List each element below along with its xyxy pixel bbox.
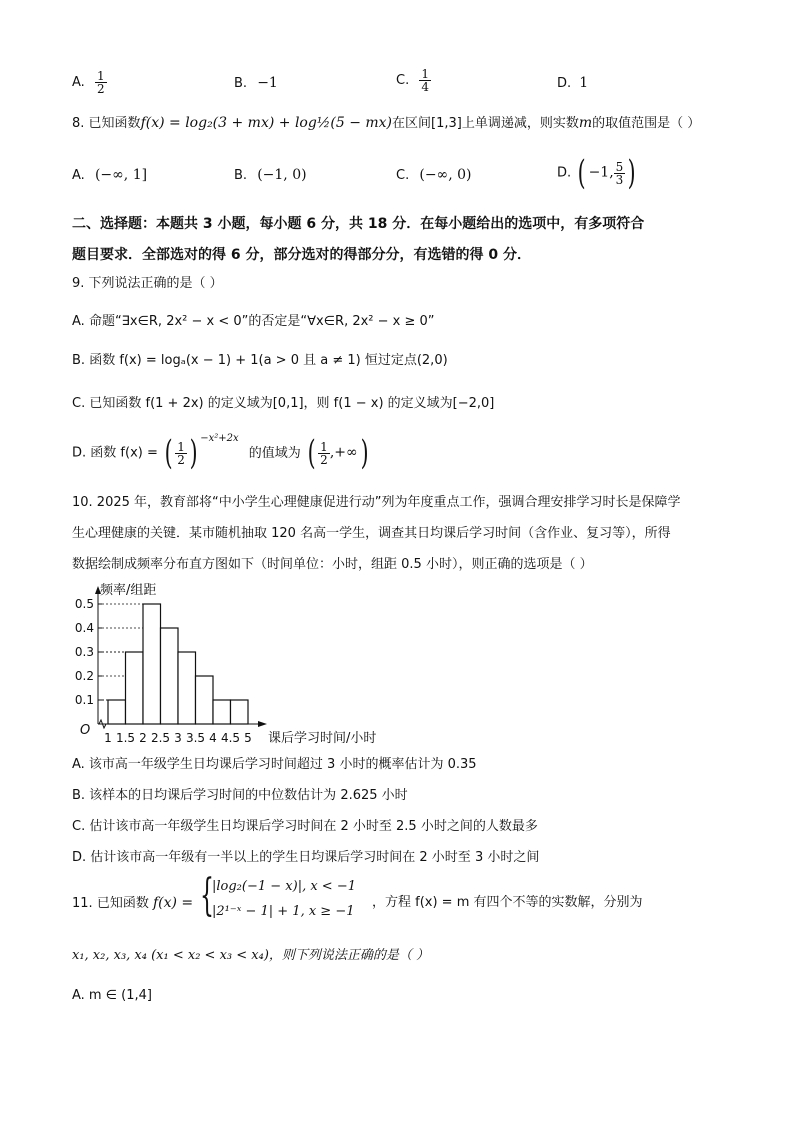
q11-stem-pre: 11. 已知函数 f(x) = bbox=[72, 895, 194, 911]
section2-heading-line2: 题目要求．全部选对的得 6 分，部分选对的得部分分，有选错的得 0 分． bbox=[72, 247, 531, 263]
histogram-bar bbox=[231, 700, 249, 724]
q10-option-d: D. 估计该市高一年级有一半以上的学生日均课后学习时间在 2 小时至 3 小时之间 bbox=[72, 850, 540, 865]
x-tick-label: 5 bbox=[244, 731, 252, 745]
q10-option-a: A. 该市高一年级学生日均课后学习时间超过 3 小时的概率估计为 0.35 bbox=[72, 757, 477, 772]
y-tick-label: 0.3 bbox=[74, 645, 94, 659]
q8-stem: 8. 已知函数f(x) = log₂(3 + mx) + log½(5 − mx)在区间[1,3]上单调递减，则实数m的取值范围是（ ） bbox=[72, 115, 701, 131]
q11-stem-post: ，方程 f(x) = m 有四个不等的实数解，分别为 bbox=[372, 895, 643, 910]
histogram-bar bbox=[161, 628, 179, 724]
histogram-bar bbox=[108, 700, 126, 724]
histogram-bar bbox=[126, 652, 144, 724]
q11-option-a: A. m ∈ (1,4] bbox=[72, 988, 152, 1003]
y-tick-label: 0.4 bbox=[74, 621, 94, 635]
x-tick-label: 1.5 bbox=[115, 731, 136, 745]
y-tick-label: 0.2 bbox=[74, 669, 94, 683]
section2-heading-line1: 二、选择题：本题共 3 小题，每小题 6 分，共 18 分．在每小题给出的选项中，有多项符合 bbox=[72, 216, 645, 232]
q9-option-c: C. 已知函数 f(1 + 2x) 的定义域为[0,1]，则 f(1 − x) 的定义域为[−2,0] bbox=[72, 396, 495, 411]
q7-option-b: B. −1 bbox=[234, 75, 278, 91]
q8-option-c: C. (−∞, 0) bbox=[396, 167, 472, 183]
q10-stem-line1: 10. 2025 年，教育部将“中小学生心理健康促进行动”列为年度重点工作，强调合理安排学习时长是保障学 bbox=[72, 495, 681, 510]
q11-case2: |2¹⁻ˣ − 1| + 1, x ≥ −1 bbox=[212, 904, 355, 919]
histogram-bar bbox=[178, 652, 196, 724]
q7-option-d: D. 1 bbox=[557, 75, 589, 91]
q7-option-a: A. $\frac{1}{2}$ bbox=[72, 69, 105, 96]
histogram-bar bbox=[196, 676, 214, 724]
x-tick-label: 2 bbox=[139, 731, 147, 745]
histogram-bar bbox=[213, 700, 231, 724]
y-tick-label: 0.1 bbox=[74, 693, 94, 707]
y-tick-label: 0.5 bbox=[74, 597, 94, 611]
histogram-bar bbox=[143, 604, 161, 724]
q11-stem-line2: x₁, x₂, x₃, x₄ (x₁ < x₂ < x₃ < x₄)，则下列说法正确的是（ ） bbox=[72, 948, 430, 963]
y-axis-label: 频率/组距 bbox=[100, 583, 157, 598]
q9-stem: 9. 下列说法正确的是（ ） bbox=[72, 276, 223, 291]
q9-option-a: A. 命题“∃x∈R, 2x² − x < 0”的否定是“∀x∈R, 2x² − x ≥ 0” bbox=[72, 314, 435, 329]
x-tick-label: 4.5 bbox=[220, 731, 241, 745]
q7-option-c: C. $\frac{1}{4}$ bbox=[396, 67, 429, 94]
q11-case1: |log₂(−1 − x)|, x < −1 bbox=[212, 879, 356, 894]
x-tick-label: 4 bbox=[209, 731, 217, 745]
q9-option-d: D. 函数 f(x) = ( $\frac{1}{2}$ ) $^{-x^2+2x}$ 的值域为 ( $\frac{1}{2}$ ,+∞) bbox=[72, 433, 369, 473]
x-tick-label: 3.5 bbox=[185, 731, 206, 745]
frequency-histogram bbox=[70, 578, 390, 750]
x-axis-label: 课后学习时间/小时 bbox=[268, 731, 377, 746]
x-tick-label: 3 bbox=[174, 731, 182, 745]
q8-option-a: A. (−∞, 1] bbox=[72, 167, 148, 183]
x-tick-label: 1 bbox=[104, 731, 112, 745]
q10-stem-line3: 数据绘制成频率分布直方图如下（时间单位：小时，组距 0.5 小时），则正确的选项是（ ） bbox=[72, 557, 593, 572]
q10-option-c: C. 估计该市高一年级学生日均课后学习时间在 2 小时至 2.5 小时之间的人数最多 bbox=[72, 819, 538, 834]
q10-stem-line2: 生心理健康的关键．某市随机抽取 120 名高一学生，调查其日均课后学习时间（含作业、复习等），所得 bbox=[72, 526, 671, 541]
x-axis-arrow bbox=[258, 721, 267, 727]
origin-label: O bbox=[80, 723, 91, 738]
x-tick-label: 2.5 bbox=[150, 731, 171, 745]
q10-option-b: B. 该样本的日均课后学习时间的中位数估计为 2.625 小时 bbox=[72, 788, 408, 803]
histogram-bars bbox=[108, 604, 248, 724]
q8-option-b: B. (−1, 0) bbox=[234, 167, 307, 183]
q11-brace: { bbox=[200, 870, 214, 921]
q9-option-b: B. 函数 f(x) = logₐ(x − 1) + 1(a > 0 且 a ≠ 1) 恒过定点(2,0) bbox=[72, 353, 448, 368]
q8-option-d: D. ( −1, $\frac{5}{3}$ ) bbox=[557, 153, 636, 193]
